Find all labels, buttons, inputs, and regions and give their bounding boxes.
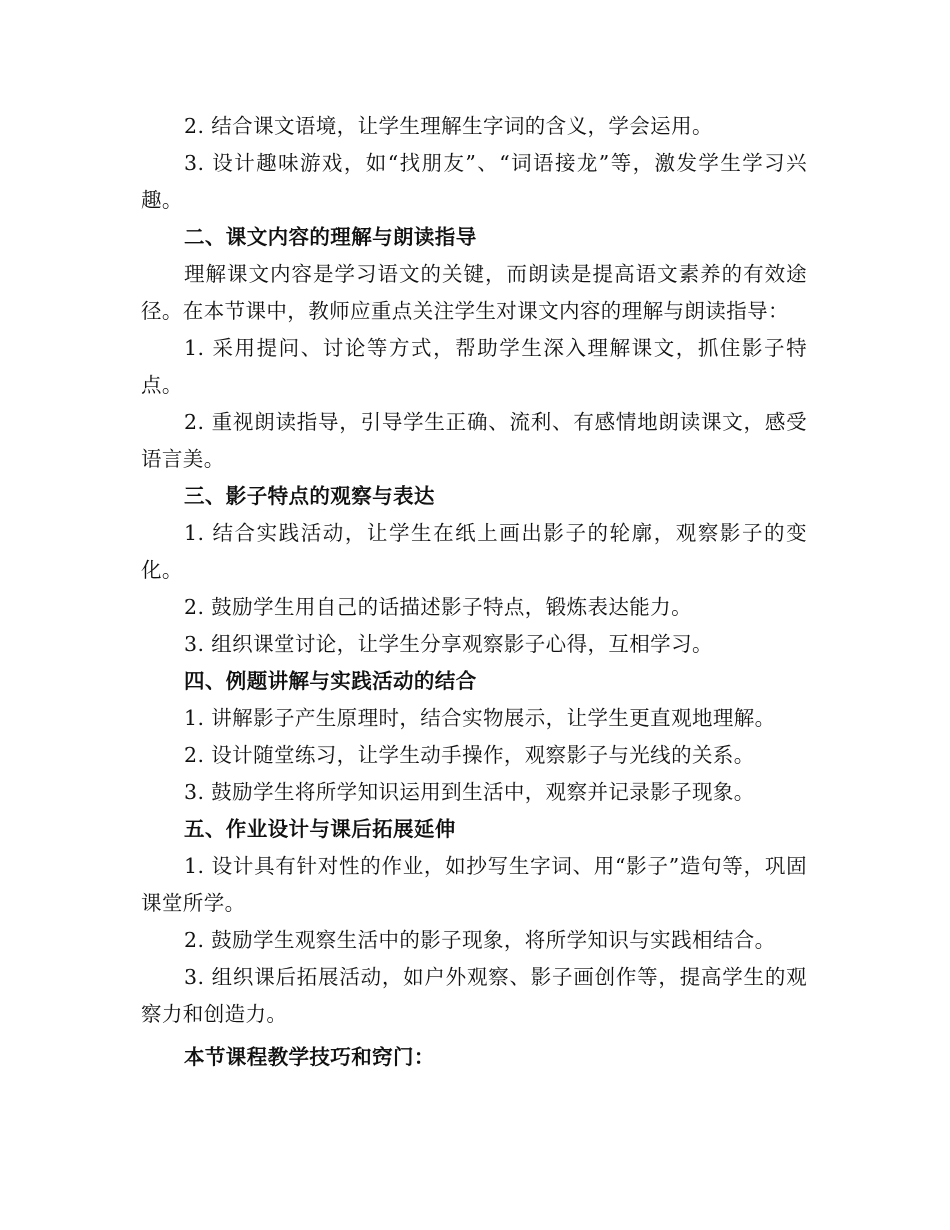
- list-item: 3. 鼓励学生将所学知识运用到生活中，观察并记录影子现象。: [184, 780, 755, 804]
- list-item: 1. 设计具有针对性的作业，如抄写生字词、用“影子”造句等，巩固课堂所学。: [141, 854, 807, 915]
- closing-heading: 本节课程教学技巧和窍门：: [184, 1045, 435, 1069]
- list-item: 2. 重视朗读指导，引导学生正确、流利、有感情地朗读课文，感受语言美。: [141, 410, 807, 471]
- section-heading: 五、作业设计与课后拓展延伸: [184, 817, 456, 841]
- section-heading: 二、课文内容的理解与朗读指导: [184, 225, 477, 249]
- list-item: 2. 鼓励学生用自己的话描述影子特点，锻炼表达能力。: [184, 595, 692, 619]
- list-item: 1. 采用提问、讨论等方式，帮助学生深入理解课文，抓住影子特点。: [141, 336, 807, 397]
- section-heading: 三、影子特点的观察与表达: [184, 484, 435, 508]
- list-item: 2. 结合课文语境，让学生理解生字词的含义，学会运用。: [184, 114, 713, 138]
- list-item: 3. 组织课后拓展活动，如户外观察、影子画创作等，提高学生的观察力和创造力。: [141, 965, 807, 1026]
- document-body: [141, 108, 807, 1076]
- list-item: 1. 结合实践活动，让学生在纸上画出影子的轮廓，观察影子的变化。: [141, 521, 807, 582]
- list-item: 3. 设计趣味游戏，如“找朋友”、“词语接龙”等，激发学生学习兴趣。: [141, 151, 807, 212]
- list-item: 3. 组织课堂讨论，让学生分享观察影子心得，互相学习。: [184, 632, 713, 656]
- list-item: 1. 讲解影子产生原理时，结合实物展示，让学生更直观地理解。: [184, 706, 776, 730]
- paragraph: 理解课文内容是学习语文的关键，而朗读是提高语文素养的有效途径。在本节课中，教师应重点关注学生对课文内容的理解与朗读指导：: [141, 262, 807, 323]
- section-heading: 四、例题讲解与实践活动的结合: [184, 669, 477, 693]
- list-item: 2. 设计随堂练习，让学生动手操作，观察影子与光线的关系。: [184, 743, 755, 767]
- list-item: 2. 鼓励学生观察生活中的影子现象，将所学知识与实践相结合。: [184, 928, 776, 952]
